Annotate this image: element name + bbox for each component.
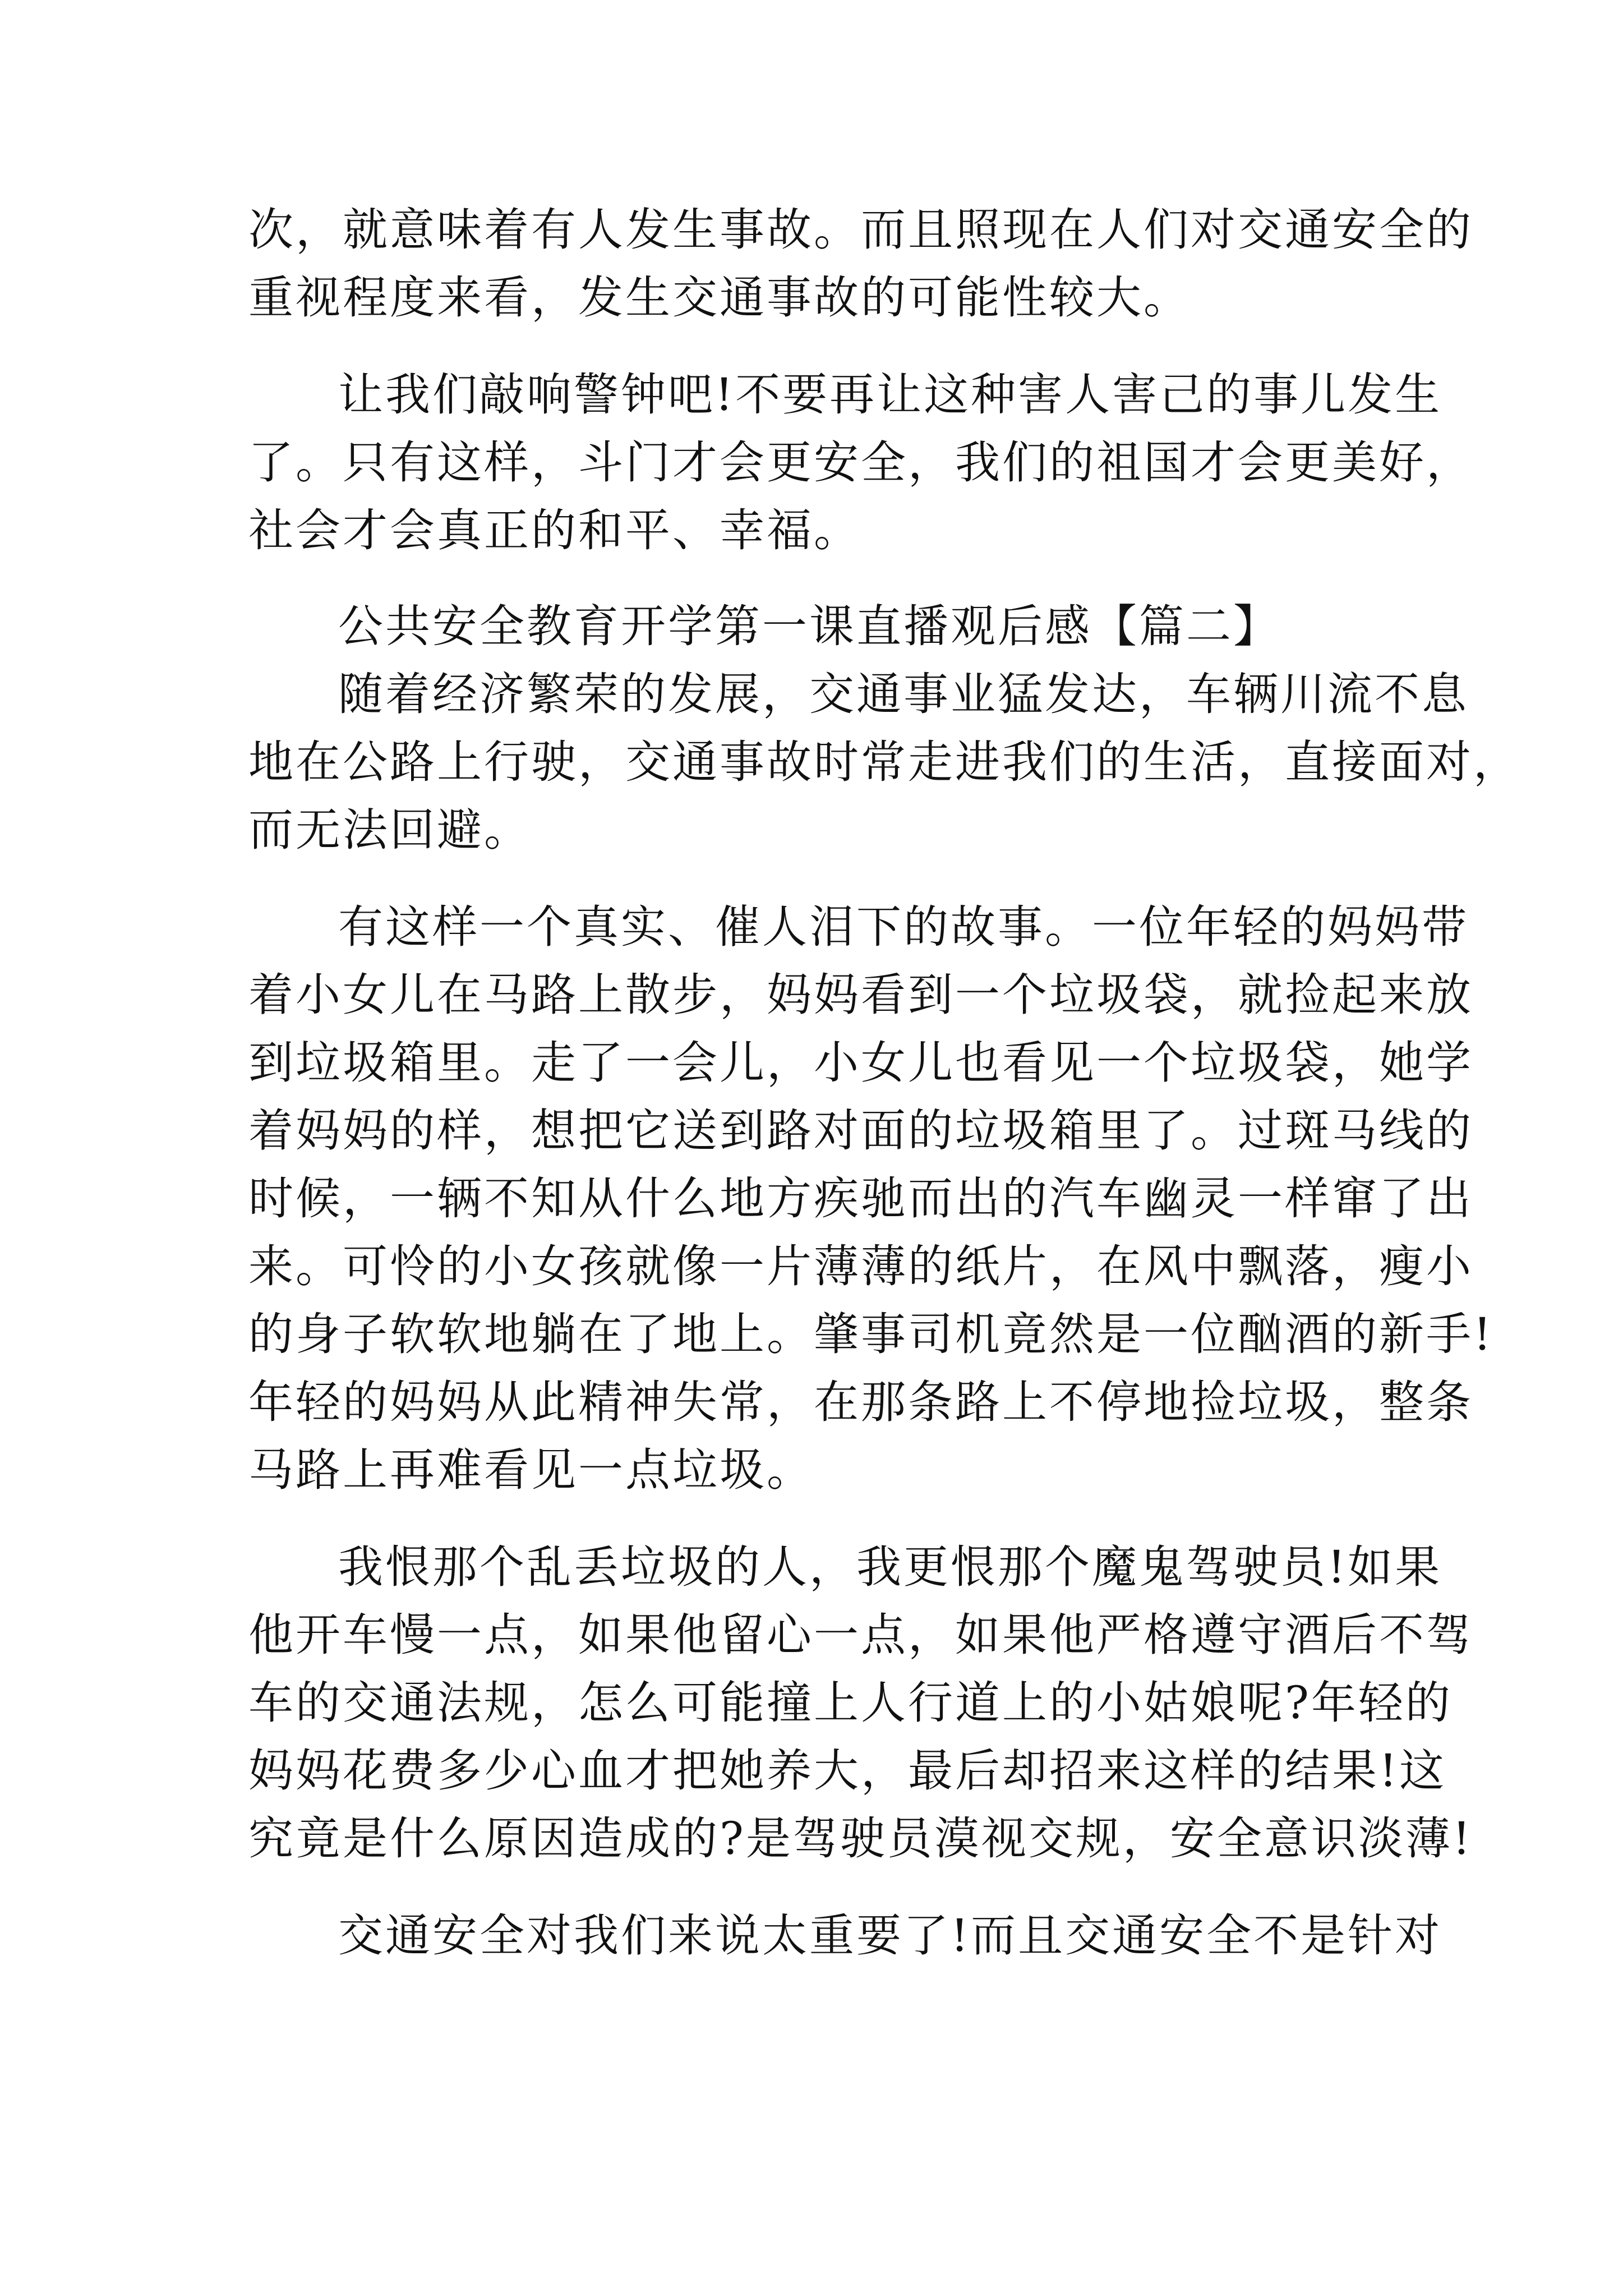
text-line: 妈妈花费多少心血才把她养大，最后却招来这样的结果!这	[248, 1745, 1447, 1797]
section-heading: 公共安全教育开学第一课直播观后感【篇二】	[338, 600, 1280, 652]
paragraph-start-line: 我恨那个乱丢垃圾的人，我更恨那个魔鬼驾驶员!如果	[338, 1541, 1442, 1593]
text-line: 的身子软软地躺在了地上。肇事司机竟然是一位酗酒的新手!	[248, 1308, 1494, 1360]
text-line: 而无法回避。	[248, 804, 531, 856]
text-line: 时候，一辆不知从什么地方疾驰而出的汽车幽灵一样窜了出	[248, 1172, 1473, 1225]
text-line: 地在公路上行驶，交通事故时常走进我们的生活，直接面对，	[248, 736, 1520, 788]
text-line: 社会才会真正的和平、幸福。	[248, 504, 861, 556]
text-line: 了。只有这样，斗门才会更安全，我们的祖国才会更美好，	[248, 436, 1473, 489]
text-line: 马路上再难看见一点垃圾。	[248, 1444, 814, 1496]
text-line: 着妈妈的样，想把它送到路对面的垃圾箱里了。过斑马线的	[248, 1105, 1473, 1157]
paragraph-start-line: 随着经济繁荣的发展，交通事业猛发达，车辆川流不息	[338, 668, 1469, 720]
paragraph-start-line: 有这样一个真实、催人泪下的故事。一位年轻的妈妈带	[338, 901, 1469, 953]
text-line: 他开车慢一点，如果他留心一点，如果他严格遵守酒后不驾	[248, 1609, 1473, 1661]
text-line: 重视程度来看，发生交通事故的可能性较大。	[248, 272, 1191, 324]
paragraph-start-line: 交通安全对我们来说太重要了!而且交通安全不是针对	[338, 1910, 1442, 1962]
text-line: 年轻的妈妈从此精神失常，在那条路上不停地捡垃圾，整条	[248, 1376, 1473, 1428]
paragraph-start-line: 让我们敲响警钟吧!不要再让这种害人害己的事儿发生	[338, 369, 1442, 421]
text-line: 次，就意味着有人发生事故。而且照现在人们对交通安全的	[248, 204, 1473, 256]
text-line: 来。可怜的小女孩就像一片薄薄的纸片，在风中飘落，瘦小	[248, 1240, 1473, 1292]
text-line: 着小女儿在马路上散步，妈妈看到一个垃圾袋，就捡起来放	[248, 969, 1473, 1021]
text-line: 到垃圾箱里。走了一会儿，小女儿也看见一个垃圾袋，她学	[248, 1037, 1473, 1089]
text-line: 究竟是什么原因造成的?是驾驶员漠视交规，安全意识淡薄!	[248, 1812, 1473, 1865]
text-line: 车的交通法规，怎么可能撞上人行道上的小姑娘呢?年轻的	[248, 1677, 1453, 1729]
